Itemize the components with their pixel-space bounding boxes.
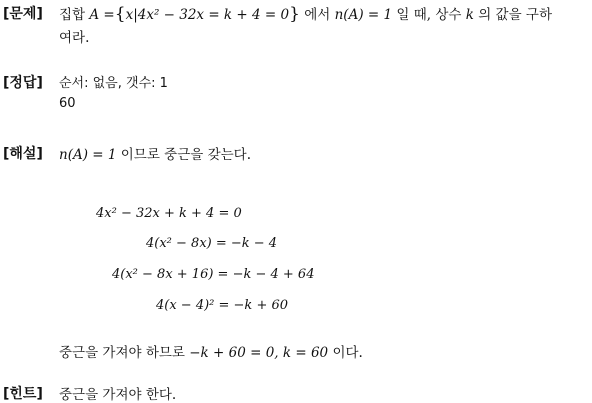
conclusion-text-1: 중근을 가져야 하므로 bbox=[59, 345, 185, 361]
set-body: x|4x² − 32x = k + 4 = 0 bbox=[125, 7, 290, 23]
equation-2: 4(x² − 8x) = −k − 4 bbox=[146, 236, 278, 251]
problem-end: 의 값을 구하 bbox=[478, 7, 552, 23]
explanation-line-1 bbox=[59, 143, 251, 163]
equation-1: 4x² − 32x + k + 4 = 0 bbox=[96, 206, 242, 221]
conclusion-text-2: 이다. bbox=[332, 345, 363, 361]
explanation-conclusion bbox=[59, 341, 363, 361]
equation-3: 4(x² − 8x + 16) = −k − 4 + 64 bbox=[112, 267, 315, 282]
problem-condition: n(A) = 1 bbox=[334, 7, 393, 23]
problem-line-2: 여라. bbox=[59, 30, 90, 46]
set-lhs: A = bbox=[89, 7, 115, 23]
problem-mid2: 일 때, 상수 bbox=[396, 7, 462, 23]
problem-line-1: 집합 A ={x|4x² − 32x = k + 4 = 0} 에서 n(A) = 1 일 때, 상수 k 의 값을 구하 bbox=[59, 4, 552, 24]
problem-label: [문제] bbox=[3, 6, 43, 22]
answer-label: [정답] bbox=[3, 75, 43, 91]
explanation-condition: n(A) = 1 bbox=[59, 147, 117, 163]
hint-text: 중근을 가져야 한다. bbox=[59, 387, 177, 403]
problem-prefix: 집합 bbox=[59, 7, 86, 23]
problem-var: k bbox=[465, 7, 474, 23]
conclusion-math: −k + 60 = 0, k = 60 bbox=[189, 345, 329, 361]
equation-4: 4(x − 4)² = −k + 60 bbox=[156, 298, 289, 313]
hint-label: [힌트] bbox=[3, 386, 43, 402]
answer-line-2: 60 bbox=[59, 96, 76, 111]
answer-line-1: 순서: 없음, 갯수: 1 bbox=[59, 76, 168, 91]
explanation-text: 이므로 중근을 갖는다. bbox=[120, 147, 252, 163]
explanation-label: [해설] bbox=[3, 146, 43, 162]
problem-mid: 에서 bbox=[304, 7, 331, 23]
